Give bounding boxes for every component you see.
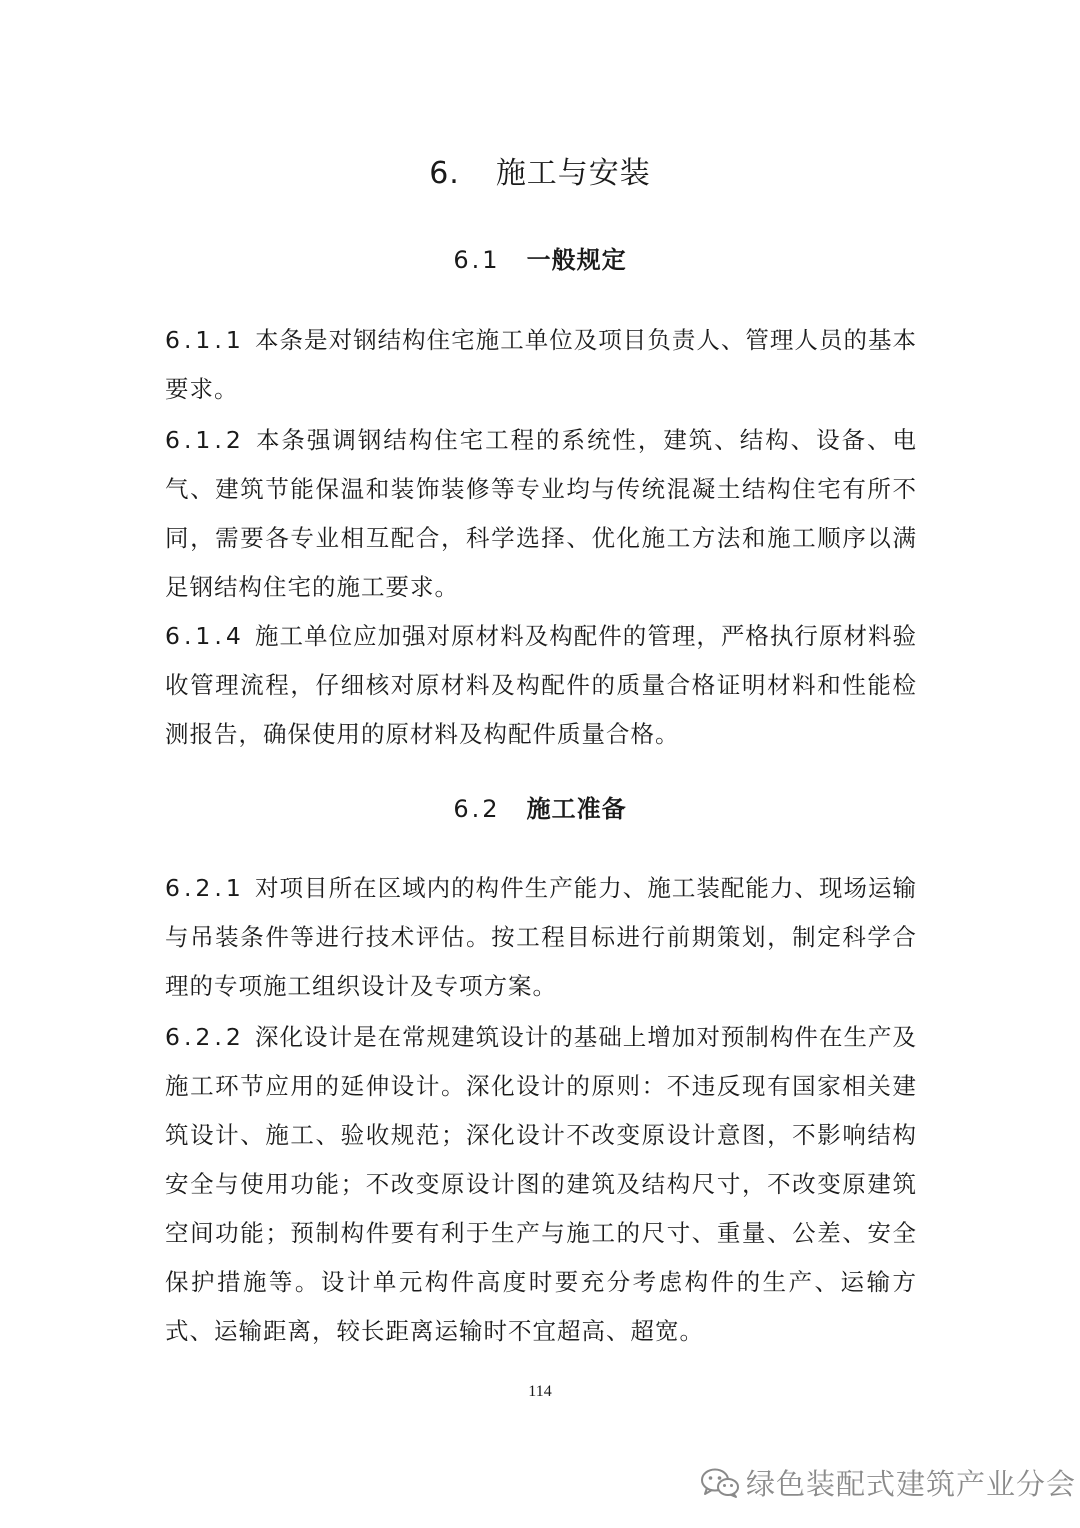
clause-text: 施工单位应加强对原材料及构配件的管理，严格执行原材料验收管理流程，仔细核对原材料及构配件的质量合格证明材料和性能检测报告，确保使用的原材料及构配件质量合格。	[165, 622, 917, 748]
chapter-number: 6.	[429, 156, 460, 191]
section-title-text: 一般规定	[526, 246, 627, 274]
wechat-icon	[700, 1467, 740, 1499]
clause-text: 对项目所在区域内的构件生产能力、施工装配能力、现场运输与吊装条件等进行技术评估。按工程目标进行前期策划，制定科学合理的专项施工组织设计及专项方案。	[165, 874, 917, 1000]
watermark	[700, 1462, 1076, 1503]
section-title-6-1	[0, 242, 1080, 278]
clause-6-2-2	[165, 1013, 917, 1356]
clause-number: 6.2.1	[165, 874, 245, 902]
clause-number: 6.2.2	[165, 1023, 245, 1051]
clause-text: 本条是对钢结构住宅施工单位及项目负责人、管理人员的基本要求。	[165, 326, 917, 403]
chapter-title-text: 施工与安装	[495, 156, 651, 191]
clause-text: 本条强调钢结构住宅工程的系统性，建筑、结构、设备、电气、建筑节能保温和装饰装修等专业均与传统混凝土结构住宅有所不同，需要各专业相互配合，科学选择、优化施工方法和施工顺序以满足钢结构住宅的施工要求。	[165, 426, 917, 601]
clause-number: 6.1.4	[165, 622, 245, 650]
clause-number: 6.1.1	[165, 326, 245, 354]
clause-6-1-1	[165, 316, 917, 414]
watermark-text: 绿色装配式建筑产业分会	[746, 1467, 1077, 1501]
clause-6-1-2	[165, 416, 917, 612]
clause-text: 深化设计是在常规建筑设计的基础上增加对预制构件在生产及施工环节应用的延伸设计。深化设计的原则：不违反现有国家相关建筑设计、施工、验收规范；深化设计不改变原设计意图，不影响结构安全与使用功能；不改变原设计图的建筑及结构尺寸，不改变原建筑空间功能；预制构件要有利于生产与施工的尺寸、重量、公差、安全保护措施等。设计单元构件高度时要充分考虑构件的生产、运输方式、运输距离，较长距离运输时不宜超高、超宽。	[165, 1023, 917, 1345]
section-title-text: 施工准备	[526, 795, 627, 823]
section-title-6-2	[0, 791, 1080, 827]
clause-6-2-1	[165, 864, 917, 1011]
section-number: 6.1	[453, 246, 501, 274]
page-number: 114	[528, 1383, 552, 1400]
clause-6-1-4	[165, 612, 917, 759]
chapter-title	[0, 152, 1080, 196]
clause-number: 6.1.2	[165, 426, 245, 454]
section-number: 6.2	[453, 795, 501, 823]
